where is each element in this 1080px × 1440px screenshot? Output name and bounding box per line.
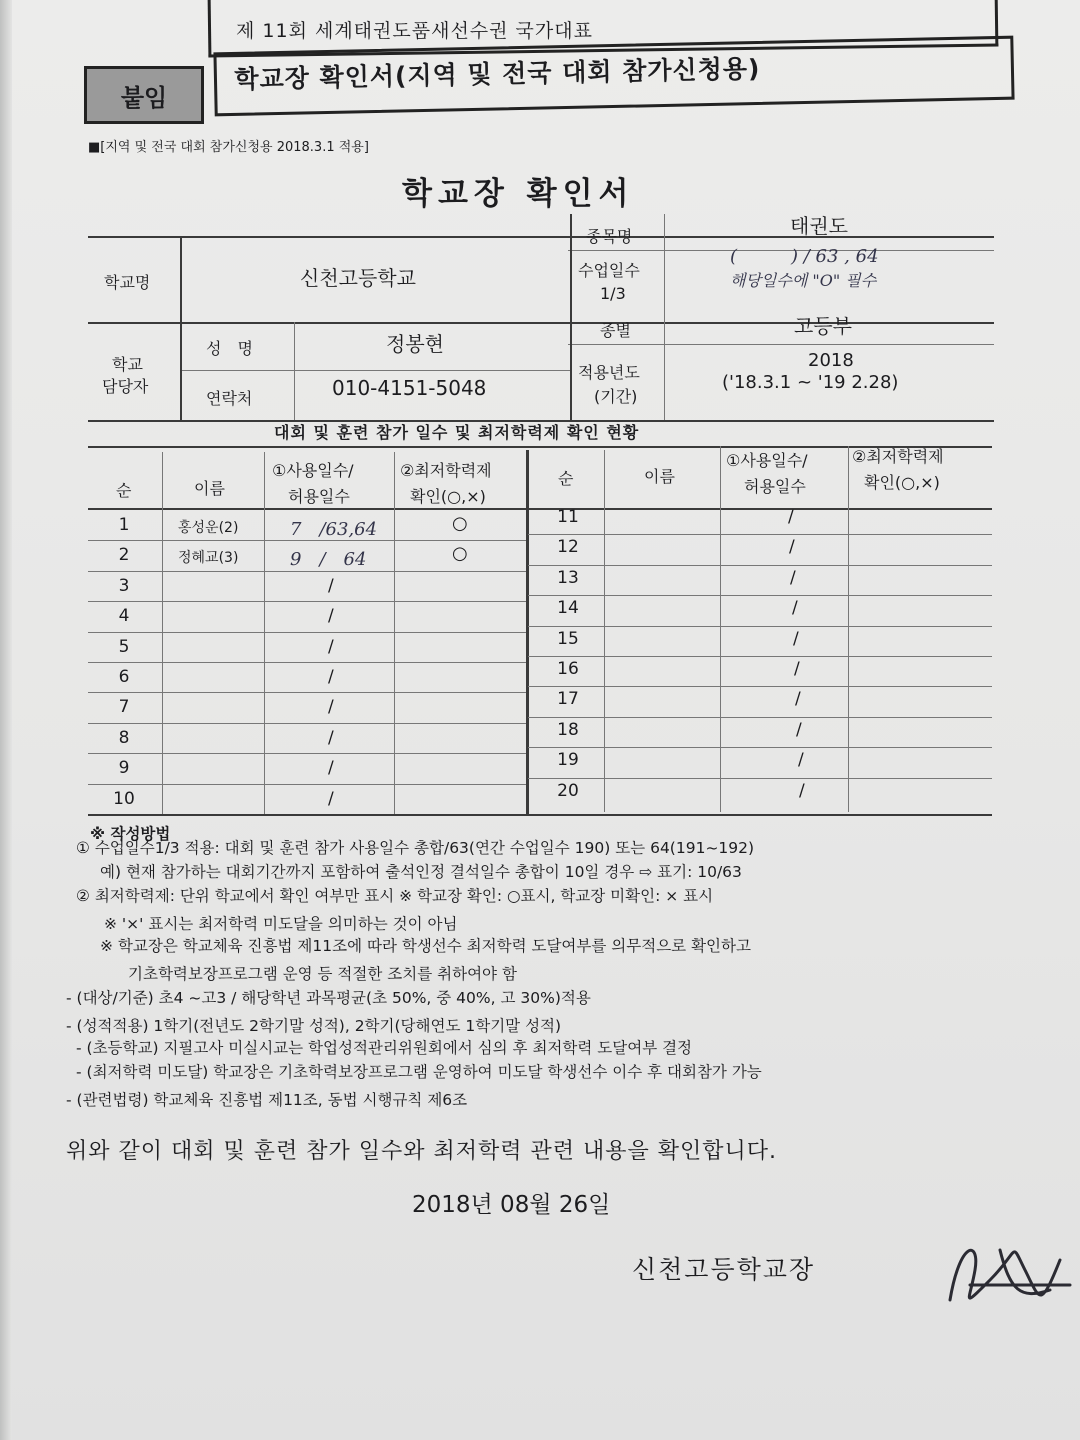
row-days-used: / [795,689,801,709]
row-divider [88,784,526,785]
row-days-used: / [788,507,794,527]
row-days-used: / [328,667,334,687]
instruction-line: ② 최저학력제: 단위 학교에서 확인 여부만 표시 ※ 학교장 확인: ○표시, 학교장 미확인: × 표시 [76,887,714,905]
manager-name-value: 정봉현 [386,332,444,356]
sport-value: 태권도 [790,214,848,238]
row-number: 8 [118,728,130,748]
info-divider [88,322,994,324]
row-divider [528,778,992,779]
row-number: 13 [557,568,579,588]
row-number: 11 [557,507,579,527]
row-days-used: / [793,629,799,649]
school-name-value: 신천고등학교 [300,266,416,290]
col-header-check: ②최저학력제 [400,461,492,480]
col-header-name: 이름 [194,479,225,498]
row-number: 3 [118,576,130,596]
row-number: 6 [118,667,130,687]
table-col-line [720,446,721,812]
applicability-note: ■[지역 및 전국 대회 참가신청용 2018.3.1 적용] [88,140,369,155]
row-number: 2 [118,545,130,565]
row-divider [88,692,526,693]
instruction-line: - (성적적용) 1학기(전년도 2학기말 성적), 2학기(당해연도 1학기말 성적) [66,1017,562,1035]
row-number: 5 [118,637,130,657]
signing-date: 2018년 08월 26일 [412,1192,611,1218]
row-divider [88,723,526,724]
row-divider [528,534,992,535]
row-divider [528,656,992,657]
attachment-tag: 붙임 [84,66,204,124]
principal-title: 신천고등학교장 [632,1255,816,1284]
row-divider [88,662,526,663]
row-days-used: / [328,789,334,809]
manager-label: 학교 [112,355,143,374]
competition-title: 제 11회 세계태권도품새선수권 국가대표 [236,20,593,42]
table-center-line [526,450,529,814]
instruction-line: - (초등학교) 지필고사 미실시교는 학업성적관리위원회에서 심의 후 최저학력 도달여부 결정 [76,1039,693,1057]
row-number: 12 [557,537,579,557]
row-days-used: / [798,750,804,770]
info-col-line [664,214,665,420]
col-header-days: 허용일수 [288,487,350,506]
school-name-label: 학교명 [104,273,151,292]
table-bottom-line [88,814,992,816]
row-divider [88,571,526,572]
row-divider [528,686,992,687]
col-header-num: 순 [116,481,132,500]
row-number: 7 [118,697,130,717]
row-divider [528,747,992,748]
info-divider [568,344,994,345]
info-table-top [88,236,994,238]
instruction-line: ※ 학교장은 학교체육 진흥법 제11조에 따라 학생선수 최저학력 도달여부를 의무적으로 확인하고 [100,937,751,955]
row-divider [528,717,992,718]
instruction-line: ※ 작성방법 [90,825,171,843]
row-number: 17 [557,689,579,709]
info-divider [180,370,570,371]
row-days-used: / [328,728,334,748]
manager-name-label: 성 명 [206,339,253,358]
class-days-note: 해당일수에 "O" 필수 [730,271,877,290]
table-col-line [394,452,395,814]
year-label: 적용년도 [578,363,640,382]
row-divider [88,632,526,633]
row-days-used: / [796,720,802,740]
category-label: 종별 [600,321,631,340]
year-label-period: (기간) [594,387,638,406]
row-divider [528,626,992,627]
col-header-days: ①사용일수/ [272,461,354,480]
table-header-line [88,508,992,510]
col-header-check: ②최저학력제 [852,447,944,466]
row-divider [88,601,526,602]
row-academic-check: ○ [452,513,468,534]
instruction-line: ① 수업일수1/3 적용: 대회 및 훈련 참가 사용일수 총합/63(연간 수업일수 190) 또는 64(191~192) [76,839,755,857]
row-days-used: / [328,637,334,657]
info-col-line [294,322,295,420]
row-number: 20 [557,781,579,801]
instruction-line: 예) 현재 참가하는 대회기간까지 포함하여 출석인정 결석일수 총합이 10일 경우 ⇨ 표기: 10/63 [100,863,742,881]
table-title: 대회 및 훈련 참가 일수 및 최저학력제 확인 현황 [274,423,640,442]
row-days-used: / [789,537,795,557]
row-number: 14 [557,598,579,618]
row-number: 15 [557,629,579,649]
table-col-line [604,450,605,812]
row-number: 16 [557,659,579,679]
col-header-days: 허용일수 [744,477,806,496]
col-header-num: 순 [558,469,574,488]
row-days-used: / [328,758,334,778]
row-athlete-name: 홍성운(2) [178,520,239,536]
sport-label: 종목명 [586,227,633,246]
col-header-days: ①사용일수/ [726,451,808,470]
table-col-line [264,452,265,814]
col-header-name: 이름 [644,467,675,486]
instruction-line: - (최저학력 미도달) 학교장은 기초학력보장프로그램 운영하여 미도달 학생선수 이수 후 대회참가 가능 [76,1063,762,1081]
principal-signature [930,1230,1080,1320]
info-col-line [180,236,182,422]
col-header-check: 확인(○,×) [864,473,940,492]
table-col-line [162,452,163,814]
row-days-used: / [799,781,805,801]
row-number: 4 [118,606,130,626]
contact-label: 연락처 [206,389,253,408]
col-header-check: 확인(○,×) [410,487,486,506]
row-days-used: / [328,576,334,596]
period-value: ('18.3.1 ~ '19 2.28) [722,372,899,393]
confirmation-statement: 위와 같이 대회 및 훈련 참가 일수와 최저학력 관련 내용을 확인합니다. [66,1139,777,1164]
row-divider [528,565,992,566]
class-days-label: 수업일수 [578,261,640,280]
row-divider [528,595,992,596]
instruction-line: - (관련법령) 학교체육 진흥법 제11조, 동법 시행규칙 제6조 [66,1091,468,1109]
row-number: 1 [118,515,130,535]
class-days-label-fraction: 1/3 [600,284,626,303]
row-days-used: / [790,568,796,588]
instruction-line: 기초학력보장프로그램 운영 등 적절한 조치를 취하여야 함 [128,965,517,983]
table-col-line [848,446,849,812]
row-number: 19 [557,750,579,770]
year-value: 2018 [808,350,854,371]
row-days-used: / [328,606,334,626]
manager-label: 담당자 [102,377,149,396]
row-number: 18 [557,720,579,740]
instruction-line: ※ '×' 표시는 최저학력 미도달을 의미하는 것이 아님 [104,915,458,933]
row-athlete-name: 정혜교(3) [178,550,239,566]
info-col-line [570,214,572,420]
instruction-line: - (대상/기준) 초4 ~고3 / 해당학년 과목평균(초 50%, 중 40%, 고 30%)적용 [66,989,591,1007]
row-number: 10 [113,789,135,809]
row-divider [88,753,526,754]
category-value: 고등부 [794,314,852,338]
row-number: 9 [118,758,130,778]
class-days-value: ( ) / 63 , 64 [730,246,879,267]
row-days-used: / [792,598,798,618]
binder-edge [0,0,12,1440]
contact-value: 010-4151-5048 [332,376,487,400]
row-days-used: / [328,697,334,717]
form-title: 학교장 확인서(지역 및 전국 대회 참가신청용) [234,53,761,94]
row-days-used: / [794,659,800,679]
row-days-used: 7 /63,64 [290,519,378,540]
row-academic-check: ○ [452,543,468,564]
row-days-used: 9 / 64 [290,549,367,570]
document-title: 학교장 확인서 [402,176,635,212]
